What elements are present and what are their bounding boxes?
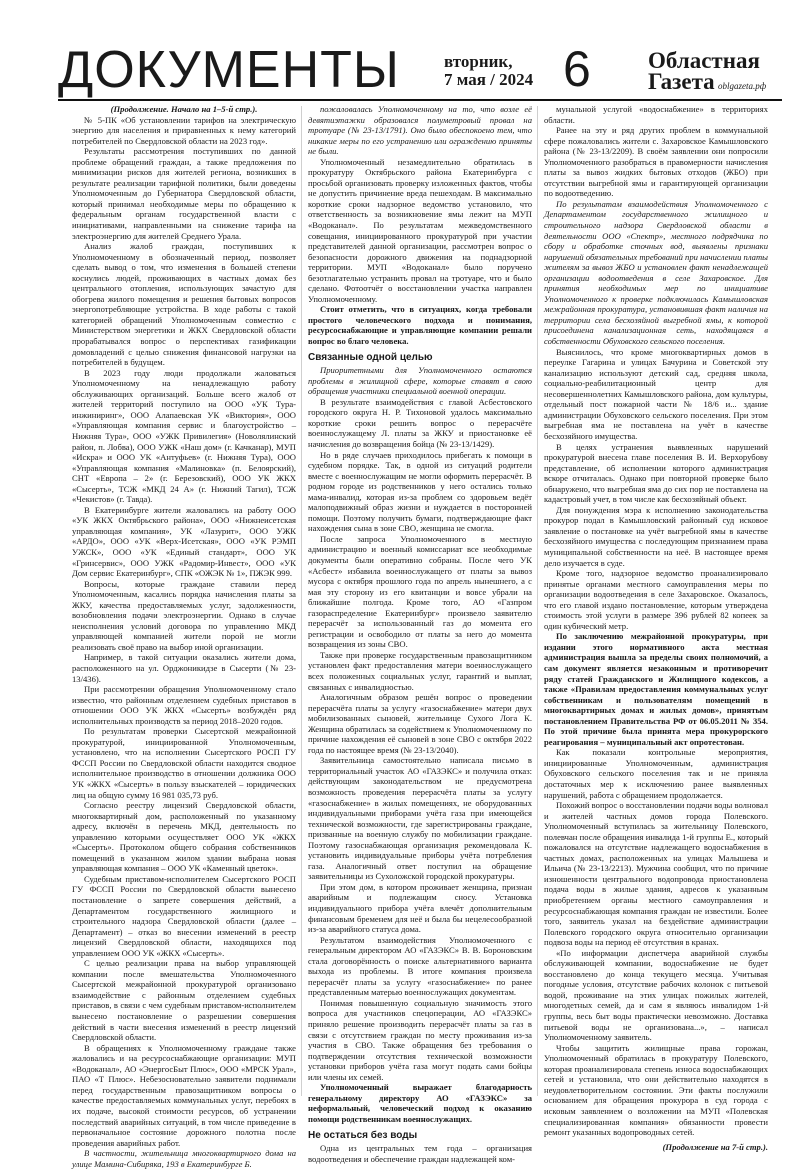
italic-paragraph: Приоритетными для Уполномоченного остаются проблемы в жилищной сфере, которые ставят в свою обращения участники специальной военной операции. bbox=[308, 365, 532, 397]
issue-weekday: вторник, bbox=[444, 52, 513, 71]
paragraph: Выяснилось, что кроме многоквартирных домов в переулке Гагарина и улицах Бачурина и Советской эту канализацию используют детский сад, средняя школа, социально-реабилитационный центр для несовершеннолетних Камышловского района, дом культуры, отдельный пост пожарной части № 18/6 и... здание администрации Обуховского сельского поселения. При этом выгребная яма не поставлена на учёт в качестве бесхозяйного имущества. bbox=[544, 346, 768, 441]
paragraph: Вопросы, которые граждане ставили перед Уполномоченным, касались порядка начисления платы за ЖКУ, качества предоставляемых услуг, задолженности, возобновления подачи электроэнергии. Однако в случае неисполнения условий договора по управлению МКД управляющей компанией жители порой не могли реализовать своё право на выбор иной организации. bbox=[72, 578, 296, 652]
article-column-2 bbox=[308, 104, 532, 1164]
italic-paragraph: По результатам взаимодействия Уполномоченного с Департаментом государственного жилищного и строительного надзора Свердловской области в деятельности ООО «Спектр», местного подрядчика по сбору и обработке сточных вод, выявлены признаки нарушений обязательных требований при начислении платы жителям за вывоз ЖБО и установлен факт ненадлежащей организации водоотведения в селе Захаровское. Для принятия необходимых мер по инициативе Уполномоченного к проверке подключилась Камышловская межрайонная прокуратура, установившая факт наличия на территории села бесхозяйной выгребной ямы, к которой присоединена канализационная сеть, находящаяся в собственности Обуховского сельского поселения. bbox=[544, 198, 768, 347]
paragraph: Для понуждения мэра к исполнению законодательства прокурор подал в Камышловский районный суд исковое заявление о постановке на учёт выгребной ямы в качестве бесхозяйного имущества с последующим признанием права муниципальной собственности на неё. В настоящее время дело изучается в суде. bbox=[544, 504, 768, 568]
paragraph: Согласно реестру лицензий Свердловской области, многоквартирный дом, расположенный по указанному адресу, включён в перечень МКД, деятельность по управлению которыми осуществляет ООО УК «ЖКХ «Сысерть». Протоколом общего собрания собственников помещений в указанном жилом здании выбрана новая управляющая компания – ООО УК «Каменный цветок». bbox=[72, 800, 296, 874]
paragraph: Кроме того, надзорное ведомство проанализировало принятые органами местного самоуправления меры по организации водоотведения в селе Захаровское. Оказалось, что его главой издано постановление, которым утверждена стоимость этой услуги в размере 396 рублей 82 копеек за один кубический метр. bbox=[544, 568, 768, 631]
brand-name-line1: Областная bbox=[648, 48, 760, 73]
bold-paragraph: Уполномоченный выражает благодарность генеральному директору АО «ГАЗЭКС» за неформальный, человеческий подход к оказанию помощи родственникам военнослужащих. bbox=[308, 1082, 532, 1124]
paragraph: В обращениях к Уполномоченному граждане также жаловались и на ресурсоснабжающие организации: МУП «Водоканал», АО «ЭнергосБыт Плюс», ООО «МРСК Урал», ПАО «Т Плюс». Небезосновательно заявители поднимали перед государственным правозащитником вопросы о качестве предоставляемых коммунальных услуг, перебоях в их подаче, высокой стоимости ресурсов, об устранении последствий аварийных ситуаций, в том числе приведение в первоначальное состояние дорожного полотна после проведения аварийных работ. bbox=[72, 1042, 296, 1148]
paragraph: Уполномоченный незамедлительно обратилась в прокуратуру Октябрьского района Екатеринбурга с просьбой организовать проверку изложенных фактов, чтобы не допустить причинение вреда пешеходам. В максимально короткие сроки надзорное ведомство установило, что ответственность за возникновение ямы лежит на МУП «Водоканал». По результатам межведомственного совещания, инициированного прокуратурой при участии представителей данной организации, рассмотрен вопрос о безопасности дорожного движения на поднадзорной территории. МУП «Водоканал» было поручено безотлагательно устранить провал на тротуаре, что и было сделано. Фотоотчёт о восстановлении участка направлен Уполномоченному. bbox=[308, 156, 532, 304]
paragraph: Результаты рассмотрения поступивших по данной проблеме обращений граждан, а также предложения по минимизации рисков для жителей региона, возникших в результате реализации тарифной политики, были доведены Уполномоченным до Губернатора Свердловской области, который принимал необходимые меры по обращению к федеральным органам государственной власти с инициативами, направленными на снижение тарифа на электроэнергию для жителей Среднего Урала. bbox=[72, 146, 296, 241]
paragraph: Одна из центральных тем года – организация водоотведения и обеспечение граждан надлежащей ком- bbox=[308, 1143, 532, 1164]
subheading: Не остаться без воды bbox=[308, 1129, 418, 1141]
paragraph: Анализ жалоб граждан, поступивших к Уполномоченному в обозначенный период, позволяет сделать вывод о том, что изменения в большей степени коснулись людей, проживающих в частных домах без центрального отопления, использующих зачастую для обогрева жилого помещения и решения бытовых вопросов энергопотребляющие устройства. В ходе работы с такой категорией обращений Уполномоченным совместно с Министерством энергетики и ЖКХ Свердловской области прорабатывался вопрос о перспективах газификации домовладений с целью снижения финансовой нагрузки на потребителей в будущем. bbox=[72, 241, 296, 368]
paragraph: Например, в такой ситуации оказались жители дома, расположенного на ул. Орджоникидзе в Сысерти (№ 23-13/436). bbox=[72, 652, 296, 684]
paragraph: После запроса Уполномоченного в местную администрацию и военный комиссариат все необходимые документы были оперативно собраны. После чего УК «Асбест» избавила военнослужащего от платы за вывоз мусора с октября прошлого года по апрель нынешнего, а с мая эту сторону из его квитанции и вовсе убрали на ближайшие полгода. Кроме того, АО «Газпром газораспределение Екатеринбург» произвело заявителю перерасчёт за использованный газ до момента его регистрации и освободило от платы за него до момента возвращения из зоны СВО. bbox=[308, 533, 532, 650]
header-rule bbox=[58, 99, 782, 101]
paragraph: При этом дом, в котором проживает женщина, признан аварийным и подлежащим сносу. Установка индивидуального прибора учёта влечёт дополнительным финансовым бременем для неё и была бы нецелесообразной из-за аварийного статуса дома. bbox=[308, 881, 532, 935]
paragraph: Как показали контрольные мероприятия, инициированные Уполномоченным, администрация Обуховского сельского поселения так и не приняла достаточных мер к исключению ранее выявленных нарушений, работа с обращением продолжается. bbox=[544, 747, 768, 800]
paragraph: Судебным приставом-исполнителем Сысертского РОСП ГУ ФССП России по Свердловской области вынесено постановление о запрете совершения действий, а Департаментом государственного жилищного и строительного надзора Свердловской области (далее – Департамент) – отказ во внесении изменений в реестр лицензий Свердловской области, находящихся под управлением ООО УК «ЖКХ «Сысерть». bbox=[72, 873, 296, 958]
article-column-3 bbox=[544, 104, 768, 1152]
paragraph: С целью реализации права на выбор управляющей компании после вмешательства Уполномоченного Сысертской межрайонной прокуратурой организовано взаимодействие с районным отделением судебных приставов, в связи с чем судебным приставом-исполнителем вынесено постановление о разрешении совершения действий в части внесения изменений в реестр лицензий Свердловской области. bbox=[72, 958, 296, 1043]
brand-name-line2: Газета bbox=[648, 69, 715, 94]
paragraph: Похожий вопрос о восстановлении подачи воды волновал и жителей частных домов города Полевского. Уполномоченный вступилась за жительницу Полевского, полевчан после обращения инвалида 1-й группы Е., который пожаловался на отсутствие надлежащего водоснабжения в частных домах, расположенных на улицах Малышева и Ильича (№ 23-13/2213). Мужчина сообщил, что по причине изношенности центрального водопровода приостановлена подача воды в жилые здания, адресов к указанным приобретением органы местного самоуправления и ресурсоснабжающая компания граждан не известили. Более того, заявитель указал на бездействие администрации Полевского городского округа относительно организации подвоза воды на период её отсутствия в кранах. bbox=[544, 800, 768, 948]
paragraph: По результатам проверки Сысертской межрайонной прокуратурой, инициированной Уполномоченным, установлено, что на исполнении Сысертского РОСП ГУ ФССП России по Свердловской области находится сводное исполнительное производство в отношении должника ООО УК «ЖКХ «Сысерть» в пользу взыскателей – юридических лиц на общую сумму 16 981 035,73 руб. bbox=[72, 726, 296, 800]
italic-paragraph: В частности, жительница многоквартирного дома на улице Мамина-Сибиряка, 193 в Екатеринбурге Б. bbox=[72, 1148, 296, 1169]
paragraph: Заявительница самостоятельно написала письмо в территориальный участок АО «ГАЗЭКС» и получила отказ: действующим законодательством не предусмотрена возможность проведения перерасчёта платы за услугу «газоснабжение» в жилых помещениях, не оборудованных индивидуальными приборами учёта газа при имеющейся технической возможности, где зарегистрированы граждане, призванные на военную службу по мобилизации граждане. Поэтому газоснабжающая организация рекомендовала К. установить индивидуальные приборы учёта потребления газа. Аналогичный ответ поступил на обращение заявительницы из Сухоложской городской прокуратуры. bbox=[308, 755, 532, 882]
paragraph: В 2023 году люди продолжали жаловаться Уполномоченному на ненадлежащую работу обслуживающих организаций. Больше всего жалоб от жителей территорий поступило на ООО «УК Тура-инжиниринг», ООО Алапаевская УК «Виктория», ООО «Управляющая компания сервис и благоустройство – Нижняя Тура», ООО «УЖК Привилегия» (Новолялинский район, п. Лобва), ООО УЖК «Наш дом» (г. Качканар), МУП «Искра» и ООО УК «Антуфьев» (г. Нижняя Тура), ООО «Управляющая компания «Малиновка» (п. Белоярский), СНТ «Европа – 2» (г. Березовский), ООО УК ЖКХ «Сысерть», ТСЖ «МКД 24 А» (г. Нижний Тагил), ТСЖ «Чекистов» (г. Тавда). bbox=[72, 367, 296, 505]
paragraph: В Екатеринбурге жители жаловались на работу ООО «УК ЖКХ Октябрьского района», ООО «Нижнеисетская управляющая компания», УК «Лазурит», ООО УЖК «АРДО», ООО «УК «Верх-Исетская», ООО «УК РЭМП УЖСК», ООО «УК «Единый стандарт», ООО УК «Гринсервис», ООО УЖК «Радомир-Инвест», ООО «УК Дом сервис Екатеринбург», СПК «ОЖЭК № 1», ПЖЭК 999. bbox=[72, 504, 296, 579]
paragraph: Результатом взаимодействия Уполномоченного с генеральным директором АО «ГАЗЭКС» В. В. Бороновским стала договорённость о поиске альтернативного варианта выхода из проблемы. В итоге компания произвела перерасчёт платы за услугу «газоснабжение» по ранее представленным матерью военнослужащих документам. bbox=[308, 934, 532, 998]
article-columns bbox=[72, 104, 784, 1169]
page-header bbox=[58, 41, 778, 106]
paragraph: Аналогичным образом решён вопрос о проведении перерасчёта платы за услугу «газоснабжение» матери двух мобилизованных сыновей, жительнице Сухого Лога К. Женщина обратилась за содействием к Уполномоченному по причине нахождения её сыновей в зоне СВО с октября 2022 года по настоящее время (№ 23-13/2040). bbox=[308, 692, 532, 755]
continued-note: (Продолжение на 7-й стр.). bbox=[662, 1141, 768, 1152]
subheading: Связанные одной целью bbox=[308, 351, 433, 363]
article-column-1 bbox=[72, 104, 296, 1169]
column-divider bbox=[537, 106, 538, 1096]
paragraph: Также при проверке государственным правозащитником установлен факт предоставления матери военнослужащего всех положенных социальных услуг, гарантий и выплат, связанных с инвалидностью. bbox=[308, 649, 532, 692]
issue-date: 7 мая / 2024 bbox=[444, 70, 534, 89]
column-divider bbox=[301, 106, 302, 1096]
section-title: ДОКУМЕНТЫ bbox=[58, 41, 400, 99]
page-number: 6 bbox=[563, 41, 591, 97]
site-address: oblgazeta.рф bbox=[718, 81, 767, 91]
paragraph: В целях устранения выявленных нарушений прокуратурой внесена главе поселения В. И. Верхорубову представление, об исполнении которого администрация вскоре отчиталась. Однако при повторной проверке было обнаружено, что выгребная яма до сих пор не поставлена на кадастровый учет, в том числе как бесхозяйный объект. bbox=[544, 441, 768, 505]
paragraph: В результате взаимодействия с главой Асбестовского городского округа Н. Р. Тихоновой удалось максимально короткие сроки решить вопрос о перерасчёте военнослужащему Л. платы за ЖКУ и приостановке её начисления до возвращения бойца (№ 23-13/1429). bbox=[308, 396, 532, 449]
paragraph: № 5-ПК «Об установлении тарифов на электрическую энергию для населения и приравненных к нему категорий потребителей по Свердловской области на 2023 год». bbox=[72, 114, 296, 146]
bold-paragraph: По заключению межрайонной прокуратуры, при издании этого нормативного акта местная администрация вышла за пределы своих полномочий, а сам документ является незаконным и противоречит ряду статей Гражданского и Жилищного кодексов, а также «Правилам предоставления коммунальных услуг собственникам и пользователям помещений в многоквартирных домах и жилых домов», принятым постановлением Правительства РФ от 06.05.2011 № 354. По этой причине была принята мера прокурорского реагирования – муниципальный акт опротестован. bbox=[544, 631, 768, 747]
paragraph: Понимая повышенную социальную значимость этого вопроса для участников спецоперации, АО «ГАЗЭКС» приняло решение производить перерасчёт платы за газ в связи с отсутствием граждан по месту проживания из-за участия в СВО. Также обращения без требования о подтверждении отсутствия технической возможности установки приборов учёта газа могут подать сами бойцы или члены их семей. bbox=[308, 997, 532, 1082]
paragraph: мунальной услугой «водоснабжение» в территориях области. bbox=[544, 104, 768, 125]
paragraph: При рассмотрении обращения Уполномоченному стало известно, что районным отделением судебных приставов в отношении ООО УК ЖКХ «Сысерть» возбуждён ряд исполнительных производств за период 2018–2020 годов. bbox=[72, 684, 296, 726]
paragraph: «По информации диспетчера аварийной службы обслуживающей компании, водоснабжение не будет восстановлено до конца текущего месяца. Учитывая погодные условия, отсутствие рабочих колонок с питьевой водой, проживание на этих улицах пожилых жителей, многодетных семей, да и сам я являюсь инвалидом 1-й группы, весь быт воды практически невозможно. Доставка питьевой воды не организована...», – написал Уполномоченному заявитель. bbox=[544, 947, 768, 1043]
continuation-note: (Продолжение. Начало на 1–5-й стр.). bbox=[110, 104, 258, 114]
paragraph: Но в ряде случаев приходилось прибегать к помощи в судебном порядке. Так, в одной из ситуаций родители вместе с военнослужащим не могли оформить перерасчёт. В родном городе из родственников у него остались только мама-инвалид, которая из-за проблем со здоровьем ведёт малоподвижный образ жизни и нуждается в посторонней помощи. Поэтому получить бумаги, подтверждающие факт нахождения сына в зоне СВО, женщина не смогла. bbox=[308, 449, 532, 534]
italic-paragraph: пожаловалась Уполномоченному на то, что возле её девятиэтажки образовался полуметровый провал на тротуаре (№ 23-13/1791). Оно было обеспокоено тем, что никакие меры по его устранению или ограждению приняты не были. bbox=[308, 104, 532, 157]
paragraph: Чтобы защитить жилищные права горожан, Уполномоченный обратилась в прокуратуру Полевского, которая проанализировала степень износа водоснабжающих сетей и установила, что они действительно находятся в неудовлетворительном состоянии. Эти факты послужили основанием для обращения прокурора в суд города с исковым заявлением о возложении на МУП «Полевская специализированная компания» обязанности провести ремонт указанных водопроводных сетей. bbox=[544, 1042, 768, 1138]
paragraph: Ранее на эту и ряд других проблем в коммунальной сфере пожаловались жители с. Захаровское Камышловского района (№ 23-13/2209). В своём заявлении они попросили Уполномоченного разобраться в правомерности начисления платы за вывоз жидких бытовых отходов (ЖБО) при отсутствии выгребной ямы и гарантирующей организации по водоотведению. bbox=[544, 125, 768, 199]
bold-paragraph: Стоит отметить, что в ситуациях, когда требовали простого человеческого подхода и понимания, ресурсоснабжающие и управляющие компании решали вопрос во благо человека. bbox=[308, 304, 532, 347]
